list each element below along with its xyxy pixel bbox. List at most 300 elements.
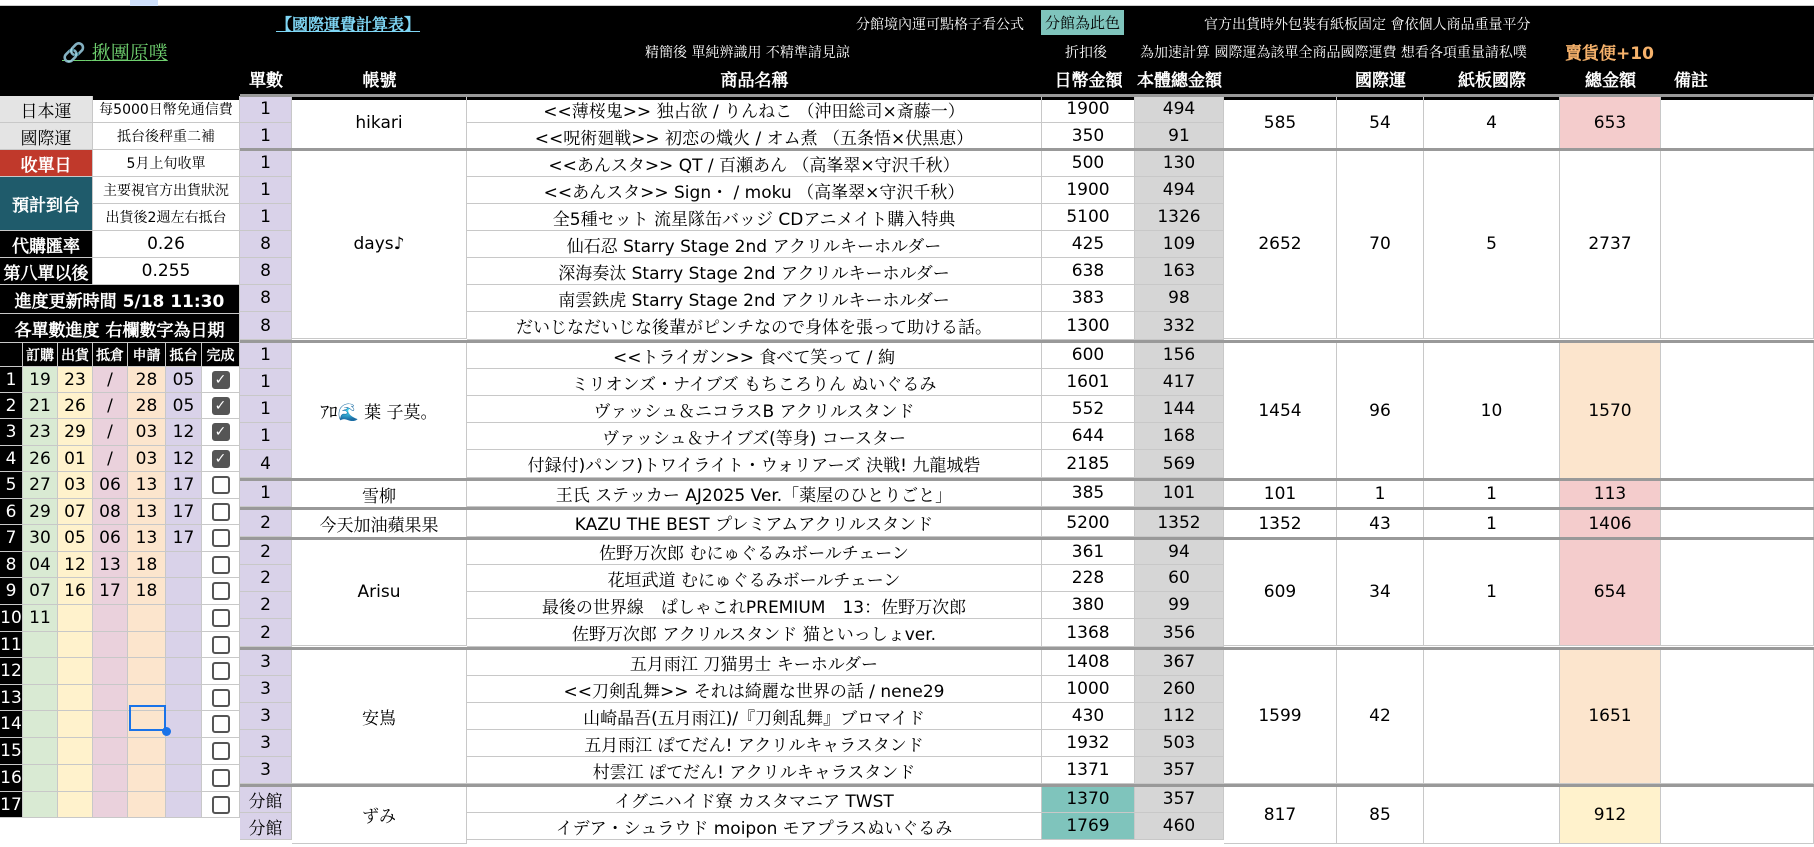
eta-value-1[interactable]: 主要視官方出貨狀況 [93, 177, 240, 204]
progress-date[interactable]: 26 [58, 393, 93, 419]
board-cell[interactable]: 4 [1424, 96, 1560, 150]
item-name-cell[interactable]: <<あんスタ>> Sign・ / moku （高峯翠×守沢千秋） [467, 177, 1042, 204]
done-checkbox[interactable] [212, 476, 230, 494]
jpy-cell[interactable]: 361 [1042, 539, 1135, 565]
progress-date[interactable] [93, 738, 128, 765]
intl-ship-cell[interactable]: 43 [1337, 509, 1424, 539]
progress-date[interactable] [23, 632, 58, 658]
item-name-cell[interactable]: 山崎晶吾(五月雨江)/『刀剣乱舞』ブロマイド [467, 703, 1042, 730]
board-cell[interactable]: 1 [1424, 480, 1560, 509]
body-price-cell[interactable]: 367 [1135, 649, 1224, 676]
sheet-title[interactable]: 【國際運費計算表】 [276, 15, 421, 34]
progress-date[interactable] [128, 658, 166, 685]
progress-date[interactable]: 16 [58, 578, 93, 605]
row-number[interactable]: 17 [0, 792, 23, 818]
progress-date[interactable]: 17 [166, 499, 202, 525]
total-cell[interactable]: 1651 [1560, 649, 1661, 784]
progress-date[interactable] [58, 765, 93, 792]
done-cell[interactable] [202, 578, 240, 605]
jpy-cell[interactable]: 638 [1042, 258, 1135, 285]
item-name-cell[interactable]: <<刀剣乱舞>> それは綺麗な世界の話 / nene29 [467, 676, 1042, 703]
units-cell[interactable]: 8 [240, 258, 292, 285]
jpy-cell[interactable]: 1900 [1042, 177, 1135, 204]
intl-ship-cell[interactable]: 85 [1337, 786, 1424, 844]
units-cell[interactable]: 3 [240, 649, 292, 676]
done-cell[interactable] [202, 632, 240, 658]
fill-handle[interactable] [162, 727, 171, 736]
progress-date[interactable]: 28 [128, 367, 166, 393]
progress-date[interactable]: 13 [128, 525, 166, 552]
close-date-value[interactable]: 5月上旬收單 [93, 150, 240, 177]
jpy-cell[interactable]: 1370 [1042, 786, 1135, 813]
notes-cell[interactable] [1661, 649, 1814, 784]
account-cell[interactable]: hikari [292, 96, 467, 150]
total-cell[interactable]: 1570 [1560, 342, 1661, 480]
item-name-cell[interactable]: イデア・シュラウド moipon モアプラスぬいぐるみ [467, 813, 1042, 840]
done-checkbox[interactable]: ✓ [212, 423, 230, 441]
body-total-cell[interactable]: 1599 [1224, 649, 1337, 784]
units-cell[interactable]: 3 [240, 703, 292, 730]
board-cell[interactable]: 10 [1424, 342, 1560, 480]
notes-cell[interactable] [1661, 480, 1814, 509]
progress-date[interactable] [93, 658, 128, 685]
progress-date[interactable]: 04 [23, 552, 58, 578]
progress-date[interactable] [166, 792, 202, 818]
item-name-cell[interactable]: 付録付)パンフ)トワイライト・ウォリアーズ 決戦! 九龍城砦 [467, 450, 1042, 478]
item-name-cell[interactable]: 仙石忍 Starry Stage 2nd アクリルキーホルダー [467, 231, 1042, 258]
done-checkbox[interactable] [212, 689, 230, 707]
progress-date[interactable] [58, 711, 93, 738]
progress-date[interactable] [166, 632, 202, 658]
progress-date[interactable] [93, 711, 128, 738]
progress-date[interactable] [58, 632, 93, 658]
body-price-cell[interactable]: 417 [1135, 369, 1224, 396]
progress-date[interactable] [166, 658, 202, 685]
progress-date[interactable]: 12 [166, 419, 202, 446]
account-cell[interactable]: days♪ [292, 150, 467, 339]
progress-date[interactable] [166, 765, 202, 792]
progress-date[interactable] [166, 738, 202, 765]
units-cell[interactable]: 分館 [240, 786, 292, 813]
board-cell[interactable]: 1 [1424, 539, 1560, 646]
row-number[interactable]: 9 [0, 578, 23, 605]
progress-date[interactable]: 07 [23, 578, 58, 605]
progress-date[interactable] [128, 605, 166, 632]
progress-date[interactable] [58, 792, 93, 818]
jpy-cell[interactable]: 1601 [1042, 369, 1135, 396]
units-cell[interactable]: 2 [240, 539, 292, 565]
account-cell[interactable]: Arisu [292, 539, 467, 646]
progress-date[interactable] [23, 711, 58, 738]
rate-value[interactable]: 0.26 [93, 231, 240, 258]
progress-date[interactable]: 05 [58, 525, 93, 552]
units-cell[interactable]: 1 [240, 123, 292, 150]
progress-date[interactable] [93, 792, 128, 818]
progress-date[interactable] [93, 765, 128, 792]
item-name-cell[interactable]: イグニハイド寮 カスタマニア TWST [467, 786, 1042, 813]
row-number[interactable]: 8 [0, 552, 23, 578]
item-name-cell[interactable]: だいじなだいじな後輩がピンチなので身体を張って助ける話。 [467, 312, 1042, 340]
total-cell[interactable]: 113 [1560, 480, 1661, 509]
jpy-cell[interactable]: 1900 [1042, 96, 1135, 123]
progress-date[interactable]: 17 [166, 525, 202, 552]
item-name-cell[interactable]: ヴァッシュ＆ナイブズ(等身) コースター [467, 423, 1042, 450]
jpy-cell[interactable]: 644 [1042, 423, 1135, 450]
progress-date[interactable]: 17 [166, 472, 202, 499]
item-name-cell[interactable]: <<あんスタ>> QT / 百瀬あん （高峯翠×守沢千秋） [467, 150, 1042, 177]
row-number[interactable]: 16 [0, 765, 23, 792]
done-cell[interactable] [202, 552, 240, 578]
notes-cell[interactable] [1661, 150, 1814, 339]
body-price-cell[interactable]: 503 [1135, 730, 1224, 757]
body-total-cell[interactable]: 609 [1224, 539, 1337, 646]
progress-date[interactable]: 23 [23, 419, 58, 446]
progress-date[interactable]: 29 [23, 499, 58, 525]
progress-date[interactable]: 13 [93, 552, 128, 578]
account-cell[interactable]: ずみ [292, 786, 467, 844]
done-cell[interactable] [202, 367, 240, 393]
units-cell[interactable]: 1 [240, 150, 292, 177]
done-cell[interactable] [202, 658, 240, 685]
board-cell[interactable] [1424, 786, 1560, 844]
body-total-cell[interactable]: 817 [1224, 786, 1337, 844]
row-number[interactable]: 1 [0, 367, 23, 393]
done-checkbox[interactable] [212, 796, 230, 814]
item-name-cell[interactable]: 王氏 ステッカー AJ2025 Ver.「薬屋のひとりごと」 [467, 480, 1042, 507]
item-name-cell[interactable]: KAZU THE BEST プレミアムアクリルスタンド [467, 509, 1042, 537]
done-checkbox[interactable]: ✓ [212, 450, 230, 468]
body-price-cell[interactable]: 260 [1135, 676, 1224, 703]
progress-date[interactable] [58, 685, 93, 711]
intl-ship-cell[interactable]: 1 [1337, 480, 1424, 509]
eta-value-2[interactable]: 出貨後2週左右抵台 [93, 204, 240, 231]
progress-date[interactable]: 28 [128, 393, 166, 419]
progress-date[interactable]: 03 [128, 419, 166, 446]
done-cell[interactable] [202, 765, 240, 792]
done-checkbox[interactable] [212, 662, 230, 680]
progress-date[interactable]: 08 [93, 499, 128, 525]
progress-date[interactable] [58, 738, 93, 765]
board-cell[interactable] [1424, 649, 1560, 784]
item-name-cell[interactable]: 佐野万次郎 むにゅぐるみボールチェーン [467, 539, 1042, 565]
jp-ship-value[interactable]: 每5000日幣免通信費 [93, 96, 240, 123]
done-checkbox[interactable] [212, 556, 230, 574]
body-price-cell[interactable]: 1326 [1135, 204, 1224, 231]
total-cell[interactable]: 654 [1560, 539, 1661, 646]
body-price-cell[interactable]: 144 [1135, 396, 1224, 423]
progress-date[interactable]: 03 [128, 446, 166, 472]
jpy-cell[interactable]: 383 [1042, 285, 1135, 312]
progress-date[interactable]: 06 [93, 472, 128, 499]
progress-date[interactable] [166, 711, 202, 738]
done-cell[interactable] [202, 419, 240, 446]
row-number[interactable]: 15 [0, 738, 23, 765]
jpy-cell[interactable]: 1368 [1042, 619, 1135, 647]
plurk-link[interactable] [62, 38, 168, 65]
done-checkbox[interactable] [212, 503, 230, 521]
notes-cell[interactable] [1661, 342, 1814, 480]
progress-date[interactable] [23, 792, 58, 818]
body-price-cell[interactable]: 99 [1135, 592, 1224, 619]
body-price-cell[interactable]: 332 [1135, 312, 1224, 340]
body-price-cell[interactable]: 91 [1135, 123, 1224, 150]
units-cell[interactable]: 2 [240, 565, 292, 592]
body-price-cell[interactable]: 163 [1135, 258, 1224, 285]
jpy-cell[interactable]: 380 [1042, 592, 1135, 619]
progress-date[interactable] [23, 738, 58, 765]
account-cell[interactable]: 雪柳 [292, 480, 467, 509]
rate8-value[interactable]: 0.255 [93, 258, 240, 285]
jpy-cell[interactable]: 2185 [1042, 450, 1135, 478]
done-cell[interactable] [202, 393, 240, 419]
item-name-cell[interactable]: 五月雨江 刀猫男士 キーホルダー [467, 649, 1042, 676]
progress-date[interactable]: 21 [23, 393, 58, 419]
body-price-cell[interactable]: 156 [1135, 342, 1224, 369]
done-checkbox[interactable] [212, 582, 230, 600]
jpy-cell[interactable]: 228 [1042, 565, 1135, 592]
body-total-cell[interactable]: 585 [1224, 96, 1337, 150]
body-price-cell[interactable]: 168 [1135, 423, 1224, 450]
intl-ship-cell[interactable]: 34 [1337, 539, 1424, 646]
units-cell[interactable]: 分館 [240, 813, 292, 840]
intl-ship-cell[interactable]: 42 [1337, 649, 1424, 784]
jpy-cell[interactable]: 500 [1042, 150, 1135, 177]
total-cell[interactable]: 1406 [1560, 509, 1661, 539]
done-cell[interactable] [202, 685, 240, 711]
units-cell[interactable]: 3 [240, 730, 292, 757]
units-cell[interactable]: 3 [240, 676, 292, 703]
progress-date[interactable]: 27 [23, 472, 58, 499]
body-price-cell[interactable]: 112 [1135, 703, 1224, 730]
units-cell[interactable]: 2 [240, 619, 292, 647]
row-number[interactable]: 13 [0, 685, 23, 711]
units-cell[interactable]: 1 [240, 96, 292, 123]
progress-date[interactable]: / [93, 367, 128, 393]
done-checkbox[interactable]: ✓ [212, 371, 230, 389]
progress-date[interactable] [128, 738, 166, 765]
progress-date[interactable]: 12 [166, 446, 202, 472]
item-name-cell[interactable]: 深海奏汰 Starry Stage 2nd アクリルキーホルダー [467, 258, 1042, 285]
progress-date[interactable] [166, 552, 202, 578]
units-cell[interactable]: 3 [240, 757, 292, 784]
units-cell[interactable]: 1 [240, 480, 292, 507]
body-price-cell[interactable]: 569 [1135, 450, 1224, 478]
progress-date[interactable] [166, 578, 202, 605]
body-total-cell[interactable]: 2652 [1224, 150, 1337, 339]
intl-ship-value[interactable]: 抵台後秤重二補 [93, 123, 240, 150]
notes-cell[interactable] [1661, 539, 1814, 646]
row-number[interactable]: 10 [0, 605, 23, 632]
units-cell[interactable]: 4 [240, 450, 292, 478]
progress-date[interactable]: 18 [128, 552, 166, 578]
body-price-cell[interactable]: 494 [1135, 96, 1224, 123]
done-checkbox[interactable] [212, 609, 230, 627]
item-name-cell[interactable]: 佐野万次郎 アクリルスタンド 猫といっしょver. [467, 619, 1042, 647]
progress-date[interactable]: 13 [128, 499, 166, 525]
body-total-cell[interactable]: 1454 [1224, 342, 1337, 480]
progress-date[interactable]: 12 [58, 552, 93, 578]
units-cell[interactable]: 1 [240, 369, 292, 396]
jpy-cell[interactable]: 425 [1042, 231, 1135, 258]
jpy-cell[interactable]: 1000 [1042, 676, 1135, 703]
done-cell[interactable] [202, 472, 240, 499]
progress-date[interactable] [23, 685, 58, 711]
units-cell[interactable]: 8 [240, 312, 292, 340]
jpy-cell[interactable]: 1300 [1042, 312, 1135, 340]
done-cell[interactable] [202, 446, 240, 472]
progress-date[interactable]: 01 [58, 446, 93, 472]
progress-date[interactable] [58, 658, 93, 685]
progress-date[interactable]: 29 [58, 419, 93, 446]
intl-ship-cell[interactable]: 54 [1337, 96, 1424, 150]
done-checkbox[interactable] [212, 636, 230, 654]
done-cell[interactable] [202, 792, 240, 818]
jpy-cell[interactable]: 350 [1042, 123, 1135, 150]
progress-date[interactable] [128, 792, 166, 818]
body-price-cell[interactable]: 357 [1135, 786, 1224, 813]
progress-date[interactable] [128, 632, 166, 658]
body-price-cell[interactable]: 357 [1135, 757, 1224, 784]
selected-cell[interactable] [129, 705, 166, 731]
progress-date[interactable]: 17 [93, 578, 128, 605]
done-cell[interactable] [202, 711, 240, 738]
item-name-cell[interactable]: 花垣武道 むにゅぐるみボールチェーン [467, 565, 1042, 592]
row-number[interactable]: 11 [0, 632, 23, 658]
body-price-cell[interactable]: 101 [1135, 480, 1224, 507]
board-cell[interactable]: 5 [1424, 150, 1560, 339]
total-cell[interactable]: 912 [1560, 786, 1661, 844]
progress-date[interactable] [166, 685, 202, 711]
row-number[interactable]: 14 [0, 711, 23, 738]
body-total-cell[interactable]: 1352 [1224, 509, 1337, 539]
units-cell[interactable]: 1 [240, 396, 292, 423]
jpy-cell[interactable]: 5200 [1042, 509, 1135, 537]
body-price-cell[interactable]: 356 [1135, 619, 1224, 647]
done-cell[interactable] [202, 499, 240, 525]
done-checkbox[interactable] [212, 529, 230, 547]
done-cell[interactable] [202, 605, 240, 632]
item-name-cell[interactable]: <<トライガン>> 食べて笑って / 絢 [467, 342, 1042, 369]
row-number[interactable]: 6 [0, 499, 23, 525]
intl-ship-cell[interactable]: 70 [1337, 150, 1424, 339]
jpy-cell[interactable]: 552 [1042, 396, 1135, 423]
progress-date[interactable]: / [93, 393, 128, 419]
item-name-cell[interactable]: 最後の世界線 ぱしゃこれPREMIUM 13：佐野万次郎 [467, 592, 1042, 619]
item-name-cell[interactable]: 南雲鉄虎 Starry Stage 2nd アクリルキーホルダー [467, 285, 1042, 312]
done-cell[interactable] [202, 738, 240, 765]
body-price-cell[interactable]: 494 [1135, 177, 1224, 204]
jpy-cell[interactable]: 1769 [1042, 813, 1135, 840]
account-cell[interactable]: 今天加油蘋果果 [292, 509, 467, 539]
row-number[interactable]: 7 [0, 525, 23, 552]
units-cell[interactable]: 1 [240, 177, 292, 204]
board-cell[interactable]: 1 [1424, 509, 1560, 539]
jpy-cell[interactable]: 5100 [1042, 204, 1135, 231]
item-name-cell[interactable]: <<薄桜鬼>> 独占欲 / りんねこ （沖田総司×斎藤一） [467, 96, 1042, 123]
progress-date[interactable] [93, 632, 128, 658]
progress-date[interactable]: 05 [166, 367, 202, 393]
intl-ship-cell[interactable]: 96 [1337, 342, 1424, 480]
progress-date[interactable]: 19 [23, 367, 58, 393]
item-name-cell[interactable]: 全5種セット 流星隊缶バッジ CDアニメイト購入特典 [467, 204, 1042, 231]
row-number[interactable]: 3 [0, 419, 23, 446]
progress-date[interactable] [128, 765, 166, 792]
progress-date[interactable]: 05 [166, 393, 202, 419]
account-cell[interactable]: 安嶌 [292, 649, 467, 784]
progress-date[interactable]: 30 [23, 525, 58, 552]
progress-date[interactable] [93, 685, 128, 711]
notes-cell[interactable] [1661, 509, 1814, 539]
row-number[interactable]: 2 [0, 393, 23, 419]
jpy-cell[interactable]: 385 [1042, 480, 1135, 507]
done-checkbox[interactable] [212, 769, 230, 787]
done-checkbox[interactable]: ✓ [212, 397, 230, 415]
row-number[interactable]: 5 [0, 472, 23, 499]
progress-date[interactable]: 06 [93, 525, 128, 552]
progress-date[interactable] [93, 605, 128, 632]
jpy-cell[interactable]: 430 [1042, 703, 1135, 730]
done-checkbox[interactable] [212, 715, 230, 733]
done-checkbox[interactable] [212, 742, 230, 760]
progress-date[interactable] [23, 765, 58, 792]
units-cell[interactable]: 2 [240, 592, 292, 619]
done-cell[interactable] [202, 525, 240, 552]
jpy-cell[interactable]: 1371 [1042, 757, 1135, 784]
progress-date[interactable] [58, 605, 93, 632]
units-cell[interactable]: 1 [240, 423, 292, 450]
notes-cell[interactable] [1661, 96, 1814, 150]
progress-date[interactable]: 26 [23, 446, 58, 472]
row-number[interactable]: 4 [0, 446, 23, 472]
total-cell[interactable]: 653 [1560, 96, 1661, 150]
units-cell[interactable]: 2 [240, 509, 292, 537]
jpy-cell[interactable]: 600 [1042, 342, 1135, 369]
body-total-cell[interactable]: 101 [1224, 480, 1337, 509]
progress-date[interactable]: / [93, 419, 128, 446]
jpy-cell[interactable]: 1932 [1042, 730, 1135, 757]
body-price-cell[interactable]: 60 [1135, 565, 1224, 592]
account-cell[interactable]: ｱﾛ🌊 葉 子莫。 [292, 342, 467, 480]
progress-date[interactable]: 07 [58, 499, 93, 525]
progress-date[interactable]: 23 [58, 367, 93, 393]
progress-date[interactable]: 11 [23, 605, 58, 632]
units-cell[interactable]: 8 [240, 231, 292, 258]
progress-date[interactable]: 18 [128, 578, 166, 605]
total-cell[interactable]: 2737 [1560, 150, 1661, 339]
units-cell[interactable]: 1 [240, 342, 292, 369]
body-price-cell[interactable]: 94 [1135, 539, 1224, 565]
item-name-cell[interactable]: ヴァッシュ＆ニコラスB アクリルスタンド [467, 396, 1042, 423]
progress-date[interactable]: 13 [128, 472, 166, 499]
progress-date[interactable] [23, 658, 58, 685]
item-name-cell[interactable]: 村雲江 ぽてだん! アクリルキャラスタンド [467, 757, 1042, 784]
body-price-cell[interactable]: 460 [1135, 813, 1224, 840]
progress-date[interactable]: / [93, 446, 128, 472]
body-price-cell[interactable]: 1352 [1135, 509, 1224, 537]
units-cell[interactable]: 8 [240, 285, 292, 312]
progress-date[interactable] [166, 605, 202, 632]
item-name-cell[interactable]: <<呪術廻戦>> 初恋の熾火 / オム煮 （五条悟×伏黒恵） [467, 123, 1042, 150]
body-price-cell[interactable]: 98 [1135, 285, 1224, 312]
progress-date[interactable]: 03 [58, 472, 93, 499]
notes-cell[interactable] [1661, 786, 1814, 844]
jpy-cell[interactable]: 1408 [1042, 649, 1135, 676]
row-number[interactable]: 12 [0, 658, 23, 685]
body-price-cell[interactable]: 109 [1135, 231, 1224, 258]
item-name-cell[interactable]: 五月雨江 ぽてだん! アクリルキャラスタンド [467, 730, 1042, 757]
item-name-cell[interactable]: ミリオンズ・ナイブズ もちころりん ぬいぐるみ [467, 369, 1042, 396]
body-price-cell[interactable]: 130 [1135, 150, 1224, 177]
